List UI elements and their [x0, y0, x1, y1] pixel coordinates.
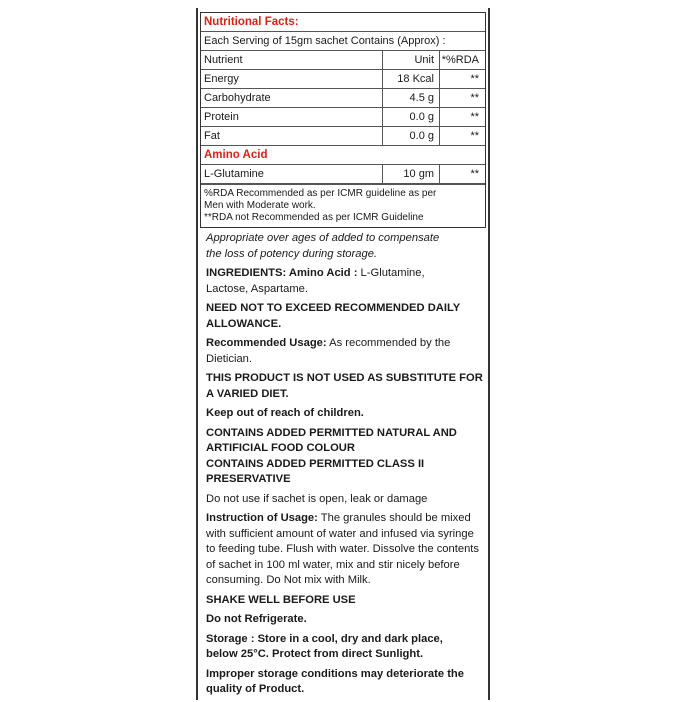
appropriate-text: Appropriate over ages of added to compensate the loss of potency during storage. — [206, 232, 440, 260]
nutrient-unit: 4.5 g — [383, 89, 440, 107]
table-header-row — [201, 51, 485, 70]
nutrient-name: Fat — [201, 127, 383, 145]
storage-text: Storage : Store in a cool, dry and dark place, below 25°C. Protect from direct Sunlight. — [206, 632, 443, 660]
serving-info: Each Serving of 15gm sachet Contains (Approx) : — [204, 34, 446, 47]
facts-title: Nutritional Facts: — [204, 15, 299, 28]
nutrient-unit: 0.0 g — [383, 127, 440, 145]
nutrient-name: Carbohydrate — [201, 89, 383, 107]
table-row — [201, 89, 485, 108]
instruction-of-usage — [206, 511, 484, 589]
nutrition-facts-table — [200, 12, 486, 228]
instruction-value: The granules should be mixed with sufficient amount of water and infused via syringe to feeding tube. Flush with water. Dissolve the contents of sachet in 100 ml water, mix and stir nicely before consuming. Do Not mix with Milk. — [206, 512, 480, 586]
nutrient-rda: ** — [470, 168, 479, 180]
nutrient-unit: 10 gm — [383, 165, 440, 183]
need-not-exceed: NEED NOT TO EXCEED RECOMMENDED DAILY ALLOWANCE. — [206, 302, 461, 330]
do-not-use: Do not use if sachet is open, leak or damage — [206, 492, 428, 505]
shake-well: SHAKE WELL BEFORE USE — [206, 593, 356, 606]
table-row — [201, 127, 485, 146]
nutrient-name: Energy — [201, 70, 383, 88]
label-body-text — [206, 231, 484, 702]
ingredients-value: L-Glutamine, Lactose, Aspartame. — [206, 267, 425, 295]
usage-label: Recommended Usage: — [206, 337, 327, 349]
usage-value: As recommended by the Dietician. — [206, 337, 451, 365]
table-row — [201, 70, 485, 89]
nutrient-rda: ** — [470, 111, 479, 123]
rda-footnotes — [201, 184, 485, 227]
nutrient-rda: ** — [470, 92, 479, 104]
instruction-label: Instruction of Usage: — [206, 512, 318, 524]
rda-note-2: **RDA not Recommended as per ICMR Guideline — [204, 212, 424, 223]
ingredients — [206, 266, 484, 297]
do-not-refrigerate: Do not Refrigerate. — [206, 613, 307, 625]
table-row — [201, 165, 485, 184]
table-row — [201, 108, 485, 127]
improper-storage: Improper storage conditions may deteriorate the quality of Product. — [206, 667, 464, 695]
recommended-usage — [206, 336, 484, 367]
header-unit: Unit — [383, 51, 440, 69]
colour-preservative: CONTAINS ADDED PERMITTED NATURAL AND ARTIFICIAL FOOD COLOUR CONTAINS ADDED PERMITTED CLASS II PRESERVATIVE — [206, 426, 457, 485]
ingredients-label: INGREDIENTS: Amino Acid : — [206, 267, 358, 279]
header-nutrient: Nutrient — [201, 51, 383, 69]
nutrient-name: L-Glutamine — [201, 165, 383, 183]
amino-acid-title: Amino Acid — [204, 148, 268, 161]
nutrient-rda: ** — [470, 130, 479, 142]
rda-note-1: %RDA Recommended as per ICMR guideline as per Men with Moderate work. — [204, 188, 437, 211]
nutrient-name: Protein — [201, 108, 383, 126]
keep-out-of-reach: Keep out of reach of children. — [206, 407, 364, 419]
not-substitute: THIS PRODUCT IS NOT USED AS SUBSTITUTE FOR A VARIED DIET. — [206, 372, 483, 400]
nutrient-unit: 0.0 g — [383, 108, 440, 126]
nutrient-unit: 18 Kcal — [383, 70, 440, 88]
header-rda: *%RDA — [441, 54, 479, 66]
nutrient-rda: ** — [470, 73, 479, 85]
